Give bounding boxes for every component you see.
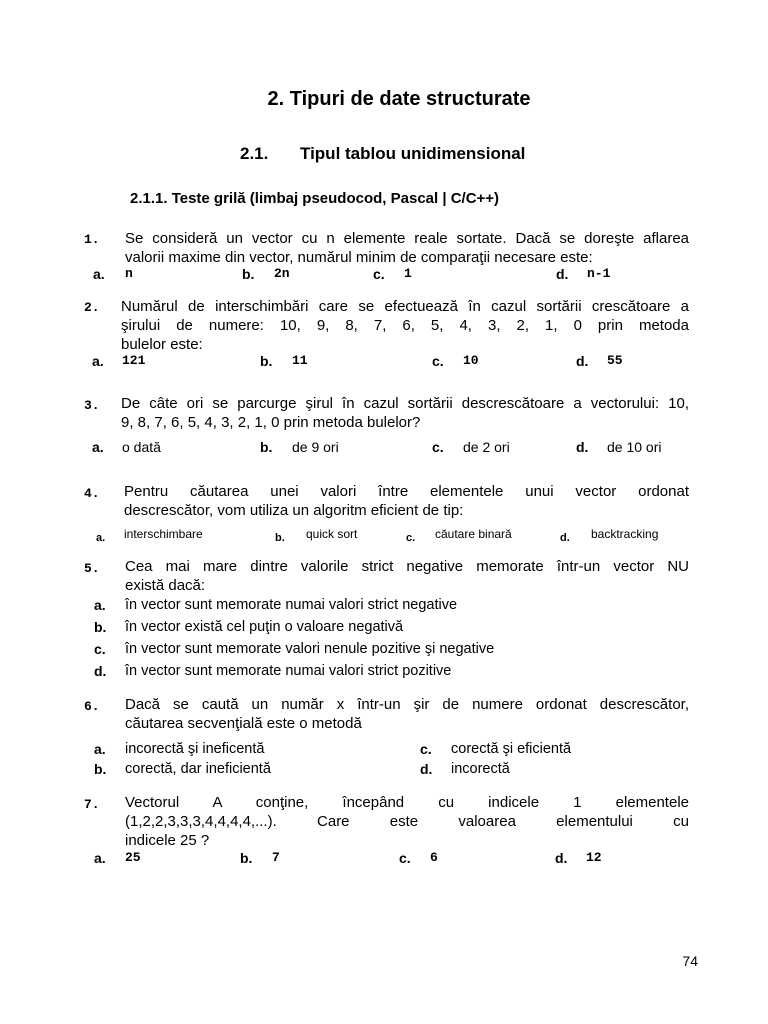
- option-b: b.: [242, 266, 255, 282]
- question-text: [124, 482, 689, 520]
- question-text: [125, 229, 689, 267]
- option-b: b.: [94, 761, 107, 777]
- question-text: [121, 297, 689, 354]
- question-text: [121, 394, 689, 432]
- option-value: de 10 ori: [607, 439, 662, 455]
- option-value: n-1: [587, 266, 611, 281]
- question-line: Cea mai mare dintre valorile strict negative memorate într-un vector NU: [125, 558, 689, 575]
- question-line: De câte ori se parcurge şirul în cazul sortării descrescătoare a vectorului: 10,: [121, 395, 689, 412]
- option-b: b.: [260, 439, 273, 455]
- option-value: în vector există cel puţin o valoare negativă: [125, 619, 404, 635]
- question-text: [125, 695, 689, 733]
- question-line: descrescător, vom utiliza un algoritm eficient de tip:: [124, 502, 464, 519]
- option-c: c.: [399, 850, 411, 866]
- question-line: căutarea secvenţială este o metodă: [125, 715, 362, 732]
- option-value: 11: [292, 353, 308, 368]
- question-number: 5.: [84, 561, 100, 576]
- option-value: 6: [430, 850, 438, 865]
- question-line: valorii maxime din vector, numărul minim de comparaţii necesare este:: [125, 249, 593, 266]
- chapter-title: 2. Tipuri de date structurate: [267, 88, 531, 110]
- option-c: c.: [432, 439, 444, 455]
- option-d: d.: [576, 439, 589, 455]
- option-value: incorectă şi ineficentă: [125, 741, 265, 757]
- option-d: d.: [576, 353, 589, 369]
- option-value: o dată: [122, 439, 161, 455]
- option-c: c.: [373, 266, 385, 282]
- question-line: 9, 8, 7, 6, 5, 4, 3, 2, 1, 0 prin metoda bulelor?: [121, 414, 421, 431]
- question-line: bulelor este:: [121, 336, 203, 353]
- option-b: b.: [240, 850, 253, 866]
- option-a: a.: [94, 850, 106, 866]
- option-c: c.: [420, 741, 432, 757]
- question-line: Numărul de interschimbări care se efectuează în cazul sortării crescătoare a: [121, 298, 689, 315]
- option-value: 7: [272, 850, 280, 865]
- question-number: 7.: [84, 797, 100, 812]
- option-a: a.: [93, 266, 105, 282]
- option-value: 121: [122, 353, 146, 368]
- option-b: b.: [275, 532, 285, 544]
- option-a: a.: [94, 597, 106, 613]
- option-c: c.: [432, 353, 444, 369]
- question-number: 2.: [84, 300, 100, 315]
- section-title: Tipul tablou unidimensional: [300, 144, 526, 163]
- option-value: 12: [586, 850, 602, 865]
- section-heading: [240, 144, 525, 164]
- option-b: b.: [94, 619, 107, 635]
- option-value: corectă, dar ineficientă: [125, 761, 271, 777]
- option-d: d.: [555, 850, 568, 866]
- question-line: indicele 25 ?: [125, 832, 210, 849]
- option-value: 1: [404, 266, 412, 281]
- option-a: a.: [94, 741, 106, 757]
- option-d: d.: [556, 266, 569, 282]
- option-value: quick sort: [306, 527, 358, 541]
- question-number: 6.: [84, 699, 100, 714]
- question-number: 1.: [84, 232, 100, 247]
- question-line: Vectorul A conţine, începând cu indicele 1 elementele: [125, 794, 689, 811]
- option-value: interschimbare: [124, 527, 203, 541]
- question-line: Se consideră un vector cu n elemente reale sortate. Dacă se doreşte aflarea: [125, 230, 689, 247]
- option-d: d.: [420, 761, 433, 777]
- question-text: [125, 793, 689, 850]
- option-value: incorectă: [451, 761, 510, 777]
- option-value: 25: [125, 850, 141, 865]
- question-line: există dacă:: [125, 577, 206, 594]
- option-b: b.: [260, 353, 273, 369]
- option-value: backtracking: [591, 527, 659, 541]
- option-c: c.: [406, 532, 416, 544]
- option-value: de 2 ori: [463, 439, 510, 455]
- option-value: în vector sunt memorate valori nenule pozitive şi negative: [125, 641, 495, 657]
- option-value: 2n: [274, 266, 290, 281]
- option-a: a.: [92, 353, 104, 369]
- section-number: 2.1.: [240, 144, 269, 163]
- subsection-heading: 2.1.1. Teste grilă (limbaj pseudocod, Pascal | C/C++): [130, 190, 500, 207]
- question-text: [125, 557, 689, 595]
- option-d: d.: [94, 663, 107, 679]
- option-value: n: [125, 266, 133, 281]
- option-d: d.: [560, 532, 570, 544]
- option-value: în vector sunt memorate numai valori strict pozitive: [125, 663, 452, 679]
- question-line: (1,2,2,3,3,3,4,4,4,4,...). Care este valoarea elementului cu: [125, 813, 689, 830]
- question-line: şirului de numere: 10, 9, 8, 7, 6, 5, 4, 3, 2, 1, 0 prin metoda: [121, 317, 689, 334]
- question-number: 4.: [84, 486, 100, 501]
- option-value: corectă şi eficientă: [451, 741, 572, 757]
- question-line: Pentru căutarea unei valori între elementele unui vector ordonat: [124, 483, 689, 500]
- page-number: 74: [682, 953, 698, 969]
- option-a: a.: [92, 439, 104, 455]
- option-value: de 9 ori: [292, 439, 339, 455]
- question-line: Dacă se caută un număr x într-un şir de numere ordonat descrescător,: [125, 696, 689, 713]
- option-value: 55: [607, 353, 623, 368]
- option-value: în vector sunt memorate numai valori strict negative: [125, 597, 458, 613]
- option-c: c.: [94, 641, 106, 657]
- option-value: căutare binară: [435, 527, 512, 541]
- option-value: 10: [463, 353, 479, 368]
- question-number: 3.: [84, 398, 100, 413]
- option-a: a.: [96, 532, 106, 544]
